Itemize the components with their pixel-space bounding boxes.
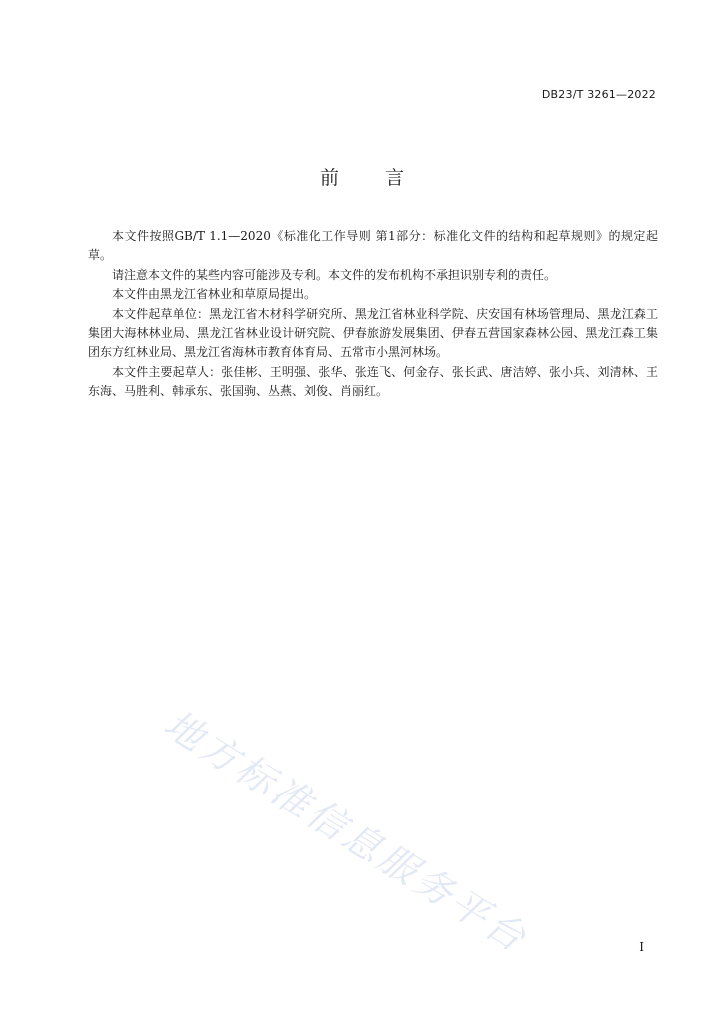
paragraph-drafting-rules: 本文件按照GB/T 1.1—2020《标准化工作导则 第1部分：标准化文件的结构和起草规则》的规定起草。 — [88, 229, 658, 263]
paragraph-drafting-units: 本文件起草单位：黑龙江省木材科学研究所、黑龙江省林业科学院、庆安国有林场管理局、黑龙江森工集团大海林林业局、黑龙江省林业设计研究院、伊春旅游发展集团、伊春五营国家森林公园、黑龙江森工集团东方红林业局、黑龙江省海林市教育体育局、五常市小黑河林场。 — [88, 306, 658, 360]
page-title: 前 言 — [319, 167, 425, 189]
paragraph-drafters: 本文件主要起草人：张佳彬、王明强、张华、张连飞、何金存、张长武、唐洁婷、张小兵、刘清林、王东海、马胜利、韩承东、张国驹、丛燕、刘俊、肖丽红。 — [88, 364, 658, 399]
watermark: 地方标准信息服务平台 — [156, 701, 536, 962]
paragraph-patent-notice: 请注意本文件的某些内容可能涉及专利。本文件的发布机构不承担识别专利的责任。 — [112, 267, 557, 282]
page-number: I — [639, 940, 644, 954]
foreword-body — [88, 227, 658, 402]
document-code: DB23/T 3261—2022 — [541, 88, 656, 101]
paragraph-proposer: 本文件由黑龙江省林业和草原局提出。 — [112, 287, 317, 302]
